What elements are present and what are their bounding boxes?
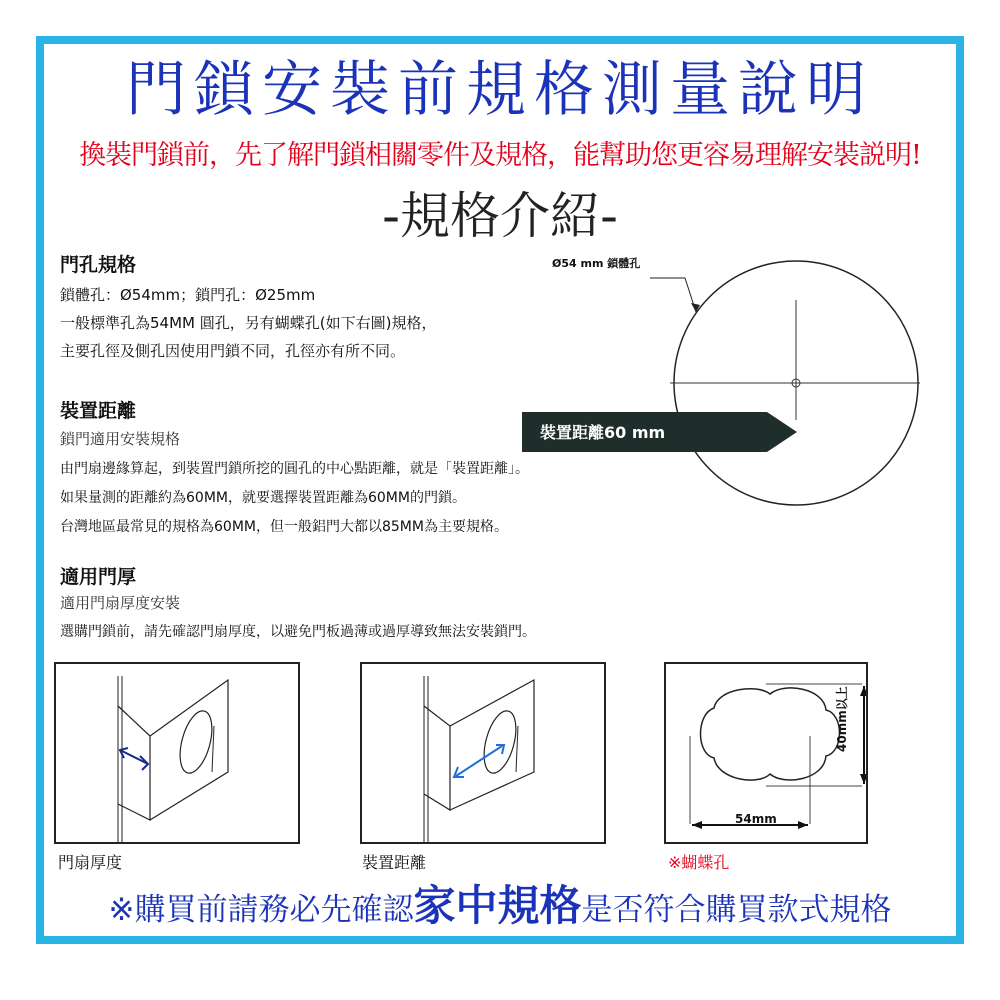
hole-spec-line-3: 主要孔徑及側孔因使用門鎖不同，孔徑亦有所不同。 [60, 342, 406, 360]
door-thickness-panel [54, 662, 300, 844]
backset-arrow-label: 裝置距離60 mm [540, 423, 666, 442]
hole-spec-line-2: 一般標準孔為54MM 圓孔，另有蝴蝶孔(如下右圖)規格， [60, 314, 437, 332]
leader-line [650, 278, 696, 312]
hole-circle-diagram [520, 250, 960, 520]
backset-panel [360, 662, 606, 844]
thickness-heading: 適用門厚 [60, 566, 137, 588]
backset-heading: 裝置距離 [60, 400, 137, 422]
butterfly-width-label: 54mm [735, 812, 777, 826]
thickness-subheading: 適用門扇厚度安裝 [60, 594, 181, 612]
backset-subheading: 鎖門適用安裝規格 [60, 430, 181, 448]
butterfly-hole-caption: ※蝴蝶孔 [668, 853, 730, 872]
hole-spec-heading: 門孔規格 [60, 254, 137, 276]
door-thickness-illustration [56, 664, 298, 842]
page-subtitle: 換裝門鎖前，先了解門鎖相關零件及規格，能幫助您更容易理解安裝説明! [79, 140, 921, 171]
thickness-line-1: 選購門鎖前，請先確認門扇厚度，以避免門板過薄或過厚導致無法安裝鎖門。 [60, 624, 536, 640]
section-intro-heading: -規格介紹- [381, 187, 619, 245]
hole-spec-line-1: 鎖體孔：Ø54mm；鎖門孔：Ø25mm [60, 286, 316, 304]
backset-caption: 裝置距離 [362, 853, 427, 872]
page-title: 門鎖安裝前規格測量說明 [126, 55, 874, 125]
purchase-notice [0, 876, 1000, 940]
notice-prefix: ※購買前請務必先確認 [108, 892, 414, 928]
notice-suffix: 是否符合購買款式規格 [581, 892, 892, 928]
backset-line-1: 由門扇邊緣算起，到裝置門鎖所挖的圓孔的中心點距離，就是「裝置距離」。 [60, 461, 529, 477]
backset-line-3: 台灣地區最常見的規格為60MM，但一般鋁門大都以85MM為主要規格。 [60, 519, 508, 535]
butterfly-height-label: 40mm以上 [835, 686, 849, 752]
door-thickness-caption: 門扇厚度 [58, 853, 123, 872]
butterfly-hole-shape [701, 688, 840, 780]
notice-emphasis: 家中規格 [413, 881, 582, 930]
backset-line-2: 如果量測的距離約為60MM，就要選擇裝置距離為60MM的門鎖。 [60, 490, 466, 506]
circle-diameter-label: Ø54 mm 鎖體孔 [552, 257, 641, 270]
backset-illustration [362, 664, 604, 842]
